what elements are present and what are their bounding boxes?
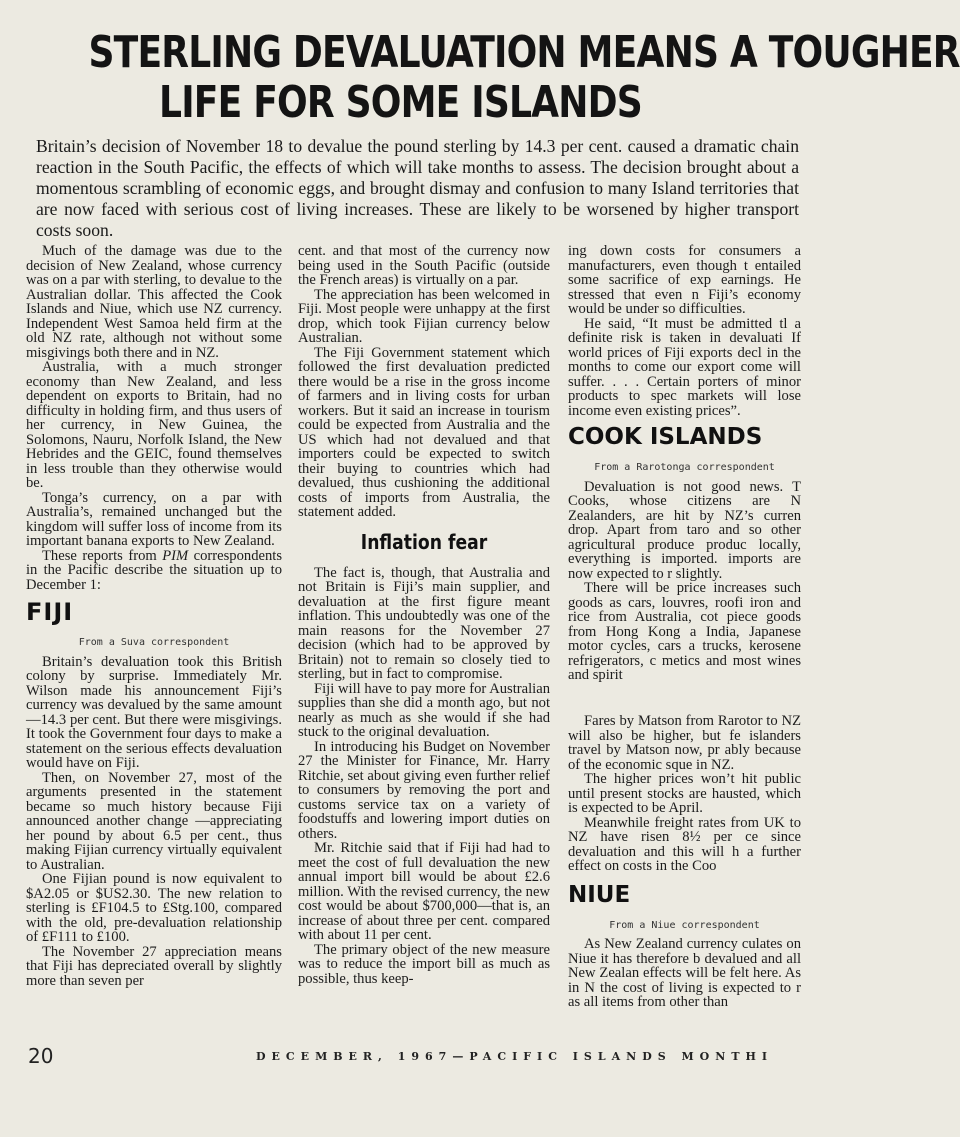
paragraph: Devaluation is not good news. T Cooks, whose citizens are N Zealanders, are hit by NZ’s curren drop. Apart from taro and so other agricultural produce produc locally, everything is imported. imports are now expected to r slightly. — [568, 478, 801, 582]
paragraph: Australia, with a much stronger economy than New Zealand, and less dependent on exports to Britain, had no difficulty in holding firm, and thus users of her currency, in New Guinea, the Solomons, Nauru, Norfolk Island, the New Hebrides and the GEIC, found themselves in less trouble than they otherwise would be. — [26, 359, 282, 491]
paragraph: The November 27 appreciation means that Fiji has depreciated overall by slightly more than seven per — [26, 943, 282, 989]
paragraph: As New Zealand currency culates on Niue it has therefore b devalued and all New Zealan effects will be felt here. As in N the cost of living is expected to r as all items from other than — [568, 936, 801, 1010]
paragraph: One Fijian pound is now equivalent to $A2.05 or $US2.30. The new relation to sterling is £F104.5 to £Stg.100, compared with the old, pre-devaluation relationship of £F111 to £100. — [26, 871, 282, 945]
page-number: 20 — [28, 1044, 54, 1068]
section-heading-niue: NIUE — [568, 881, 631, 908]
paragraph-text: correspondents in the Pacific describe the situation up to December 1: — [26, 547, 282, 593]
paragraph: cent. and that most of the currency now being used in the South Pacific (outside the French areas) is virtually on a par. — [298, 243, 550, 288]
byline-cook-islands: From a Rarotonga correspondent — [594, 462, 775, 473]
paragraph: Much of the damage was due to the decision of New Zealand, whose currency was on a par with sterling, to devalue to the Australian dollar. This affected the Cook Islands and Niue, which use NZ currency. Independent West Samoa held firm at the old NZ rate, although not without some misgivings both there and in NZ. — [26, 243, 282, 361]
paragraph: The higher prices won’t hit public until present stocks are hausted, which is expected to be April. — [568, 771, 801, 816]
byline-fiji: From a Suva correspondent — [78, 637, 230, 648]
headline-line-2: LIFE FOR SOME ISLANDS — [159, 77, 642, 128]
column-2 — [298, 244, 550, 986]
paragraph — [26, 549, 282, 593]
paragraph: Britain’s devaluation took this British colony by surprise. Immediately Mr. Wilson made his announcement Fiji’s currency was devalued by the same amount—14.3 per cent. But there were misgivings. It took the Government four days to make a statement on the serious effects devaluation would have on Fiji. — [26, 653, 282, 771]
byline-niue: From a Niue correspondent — [609, 919, 760, 931]
paragraph: He said, “It must be admitted tl a definite risk is taken in devaluati If world prices of Fiji exports decl in the months to come our export come will suffer. . . . Certain porters of minor products to spec markets will lose income even existing prices”. — [568, 315, 801, 419]
paragraph: Mr. Ritchie said that if Fiji had had to meet the cost of full devaluation the new annual import bill would be about £2.6 million. With the revised currency, the new cost would be about $700,000—that is, an increase of about three per cent. compared with about 11 per cent. — [298, 840, 550, 943]
paragraph: The fact is, though, that Australia and not Britain is Fiji’s main supplier, and devaluation at the first figure meant inflation. This undoubtedly was one of the main reasons for the November 27 decision (which had to be approved by Britain) not to remain so closely tied to sterling, but in fact to compromise. — [298, 564, 550, 682]
page-footer — [28, 1044, 801, 1074]
section-heading-cook-islands: COOK ISLANDS — [568, 424, 763, 450]
paragraph: The appreciation has been welcomed in Fiji. Most people were unhappy at the first drop, which took Fijian currency below Australian. — [298, 286, 550, 346]
headline-line-1: STERLING DEVALUATION MEANS A TOUGHER — [88, 27, 960, 78]
column-3-lower — [568, 714, 801, 1094]
section-heading-fiji: FIJI — [26, 598, 74, 626]
paragraph: Fiji will have to pay more for Australian supplies than she did a month ago, but not nearly as much as she would if she had stuck to the original devaluation. — [298, 680, 550, 740]
paragraph: The Fiji Government statement which followed the first devaluation predicted there would be a rise in the gross income of farmers and in living costs for urban workers. But it said an increase in tourism could be expected from Australia and the US which had not devalued and that importers could be expected to switch their buying to countries which had devalued, thus cushioning the additional costs of imports from Australia, the statement added. — [298, 344, 550, 520]
paragraph: Fares by Matson from Rarotor to NZ will also be higher, but fe islanders travel by Matson now, pr ably because of the economic sque in NZ. — [568, 713, 801, 773]
column-1 — [26, 244, 282, 988]
paragraph: Meanwhile freight rates from UK to NZ have risen 8½ per ce since devaluation and this will h a further effect on costs in the Coo — [568, 814, 801, 874]
paragraph: ing down costs for consumers a manufacturers, even though t entailed some sacrifice of exp earnings. He stressed that even n Fiji’s economy would be under so difficulties. — [568, 243, 801, 317]
paragraph: There will be price increases such goods as cars, louvres, roofi iron and rice from Australia, cot piece goods from Hong Kong a India, Japanese motor cycles, cars a trucks, kerosene refrigerators, c metics and most wines and spirit — [568, 580, 801, 683]
article-headline — [88, 27, 960, 128]
subheading-inflation-fear: Inflation fear — [360, 529, 488, 554]
publication-abbrev: PIM — [162, 547, 189, 564]
standfirst-paragraph: Britain’s decision of November 18 to devalue the pound sterling by 14.3 per cent. caused a dramatic chain reaction in the South Pacific, the effects of which will take months to assess. The decision brought about a momentous scrambling of economic eggs, and brought dismay and confusion to many Island territories that are now faced with serious cost of living increases. These are likely to be worsened by higher transport costs soon. — [36, 136, 799, 240]
paragraph: Then, on November 27, most of the arguments presented in the statement became so much history because Fiji announced another change —appreciating her pound by about 6.5 per cent., thus making Fijian currency virtually equivalent to Australian. — [26, 769, 282, 873]
running-footer: DECEMBER, 1967—PACIFIC ISLANDS MONTHI — [256, 1050, 774, 1063]
column-3-upper — [568, 244, 801, 714]
paragraph: The primary object of the new measure was to reduce the import bill as much as possible, thus keep- — [298, 941, 550, 987]
paragraph: Tonga’s currency, on a par with Australia’s, remained unchanged but the kingdom will suffer loss of income from its important banana exports to New Zealand. — [26, 489, 282, 549]
paragraph-text: These reports from — [42, 547, 163, 564]
paragraph: In introducing his Budget on November 27 the Minister for Finance, Mr. Harry Ritchie, set about giving even further relief to consumers by removing the port and customs service tax on a variety of foodstuffs and lowering import duties on others. — [298, 738, 550, 842]
